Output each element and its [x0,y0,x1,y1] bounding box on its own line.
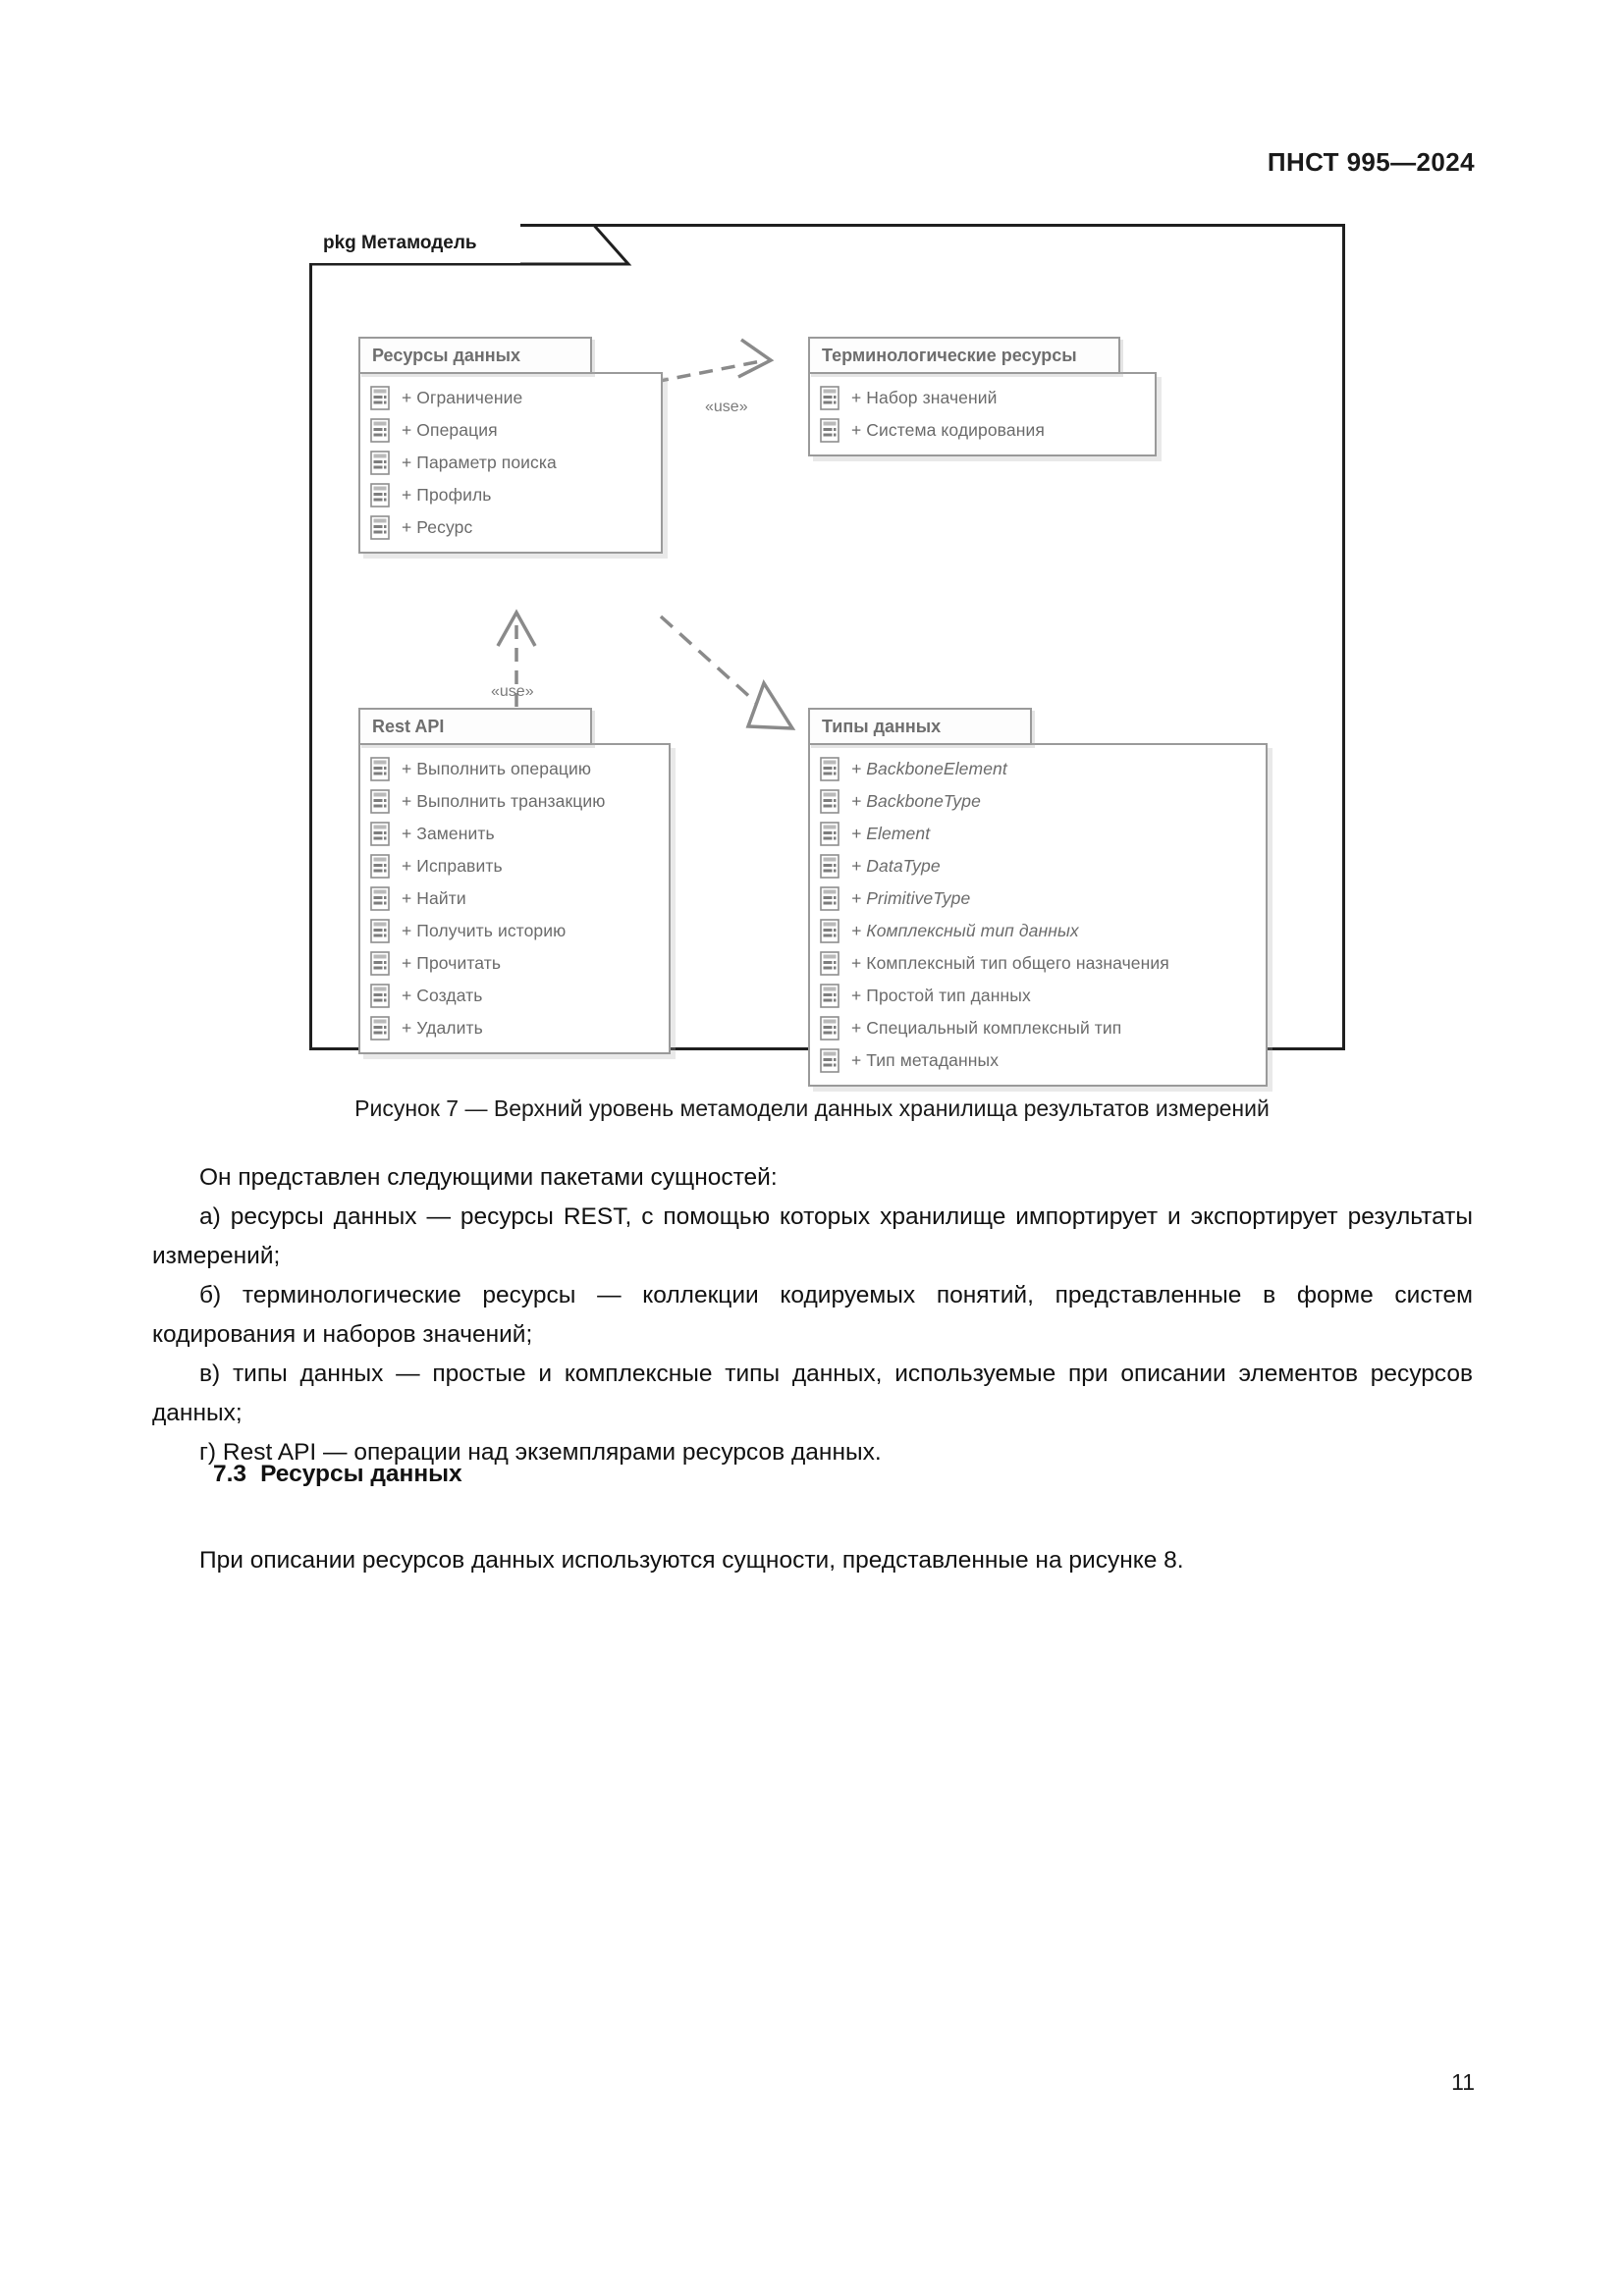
uml-class-item [370,753,655,785]
uml-class-item [820,1044,1252,1077]
uml-item-label: + Параметр поиска [402,453,557,472]
paragraph-intro: Он представлен следующими пакетами сущностей: [199,1164,778,1191]
uml-class-icon [370,1016,390,1041]
uml-class-item [820,947,1252,980]
uml-package-title: Rest API [358,708,592,745]
uml-item-label: + Выполнить операцию [402,759,592,778]
uml-item-label: + Система кодирования [851,420,1045,440]
figure-uml-diagram [309,224,1345,1070]
uml-class-item [370,850,655,882]
page-number: 11 [1451,2069,1475,2095]
section-number: 7.3 [213,1461,247,1487]
uml-class-icon [820,951,839,976]
uml-class-item [370,414,647,447]
uml-class-item [820,915,1252,947]
uml-item-label: + Комплексный тип общего назначения [851,953,1169,973]
uml-package-body [808,372,1157,456]
uml-class-icon [820,1016,839,1041]
uml-class-icon [820,919,839,943]
uml-class-icon [370,515,390,540]
uml-class-item [370,980,655,1012]
uml-class-item [370,1012,655,1044]
uml-class-item [370,882,655,915]
uml-item-label: + Профиль [402,485,492,505]
section-heading [213,1461,462,1488]
package-frame-label: pkg Метамодель [309,224,520,263]
uml-class-icon [820,1048,839,1073]
uml-class-icon [370,386,390,410]
uml-class-icon [370,984,390,1008]
uml-package-title: Типы данных [808,708,1032,745]
uml-class-item [370,447,647,479]
uml-class-item [820,382,1141,414]
uml-item-label: + Тип метаданных [851,1050,1000,1070]
uml-item-label: + DataType [851,856,941,876]
uml-class-item [820,850,1252,882]
uml-class-icon [820,854,839,879]
uml-package-body [358,372,663,554]
uml-class-item [820,882,1252,915]
uml-item-label: + Простой тип данных [851,986,1031,1005]
uml-class-icon [370,789,390,814]
list-item-v: в) типы данных — простые и комплексные типы данных, используемые при описании элементов ресурсов данных; [152,1361,1473,1426]
uml-item-label: + Создать [402,986,483,1005]
uml-item-label: + Исправить [402,856,503,876]
section-paragraph: При описании ресурсов данных используются сущности, представленные на рисунке 8. [199,1547,1184,1574]
uml-item-label: + Element [851,824,931,843]
uml-item-label: + Заменить [402,824,495,843]
uml-class-icon [370,886,390,911]
uml-class-icon [370,854,390,879]
uml-class-item [820,1012,1252,1044]
uml-class-icon [370,483,390,507]
uml-package-title: Терминологические ресурсы [808,337,1120,374]
uml-class-icon [370,418,390,443]
uml-item-label: + Ограничение [402,388,523,407]
uml-class-item [370,818,655,850]
uml-class-icon [820,418,839,443]
body-text-block [152,1158,1473,1472]
uml-class-icon [820,757,839,781]
connector-label-use-2: «use» [491,683,534,700]
uml-item-label: + Выполнить транзакцию [402,791,606,811]
uml-package-body [358,743,671,1054]
uml-class-icon [820,822,839,846]
uml-class-icon [370,757,390,781]
uml-class-icon [370,919,390,943]
uml-class-icon [820,886,839,911]
uml-item-label: + Комплексный тип данных [851,921,1079,940]
uml-class-icon [820,984,839,1008]
uml-class-icon [820,789,839,814]
uml-item-label: + PrimitiveType [851,888,971,908]
uml-class-icon [370,951,390,976]
section-title: Ресурсы данных [260,1461,462,1487]
uml-package-title: Ресурсы данных [358,337,592,374]
uml-class-item [370,511,647,544]
uml-class-icon [370,451,390,475]
figure-caption: Рисунок 7 — Верхний уровень метамодели данных хранилища результатов измерений [354,1095,1270,1121]
uml-item-label: + Найти [402,888,466,908]
uml-item-label: + Набор значений [851,388,998,407]
uml-item-label: + Получить историю [402,921,567,940]
standard-number-header: ПНСТ 995—2024 [1267,147,1475,177]
uml-item-label: + BackboneElement [851,759,1007,778]
uml-item-label: + Удалить [402,1018,483,1038]
uml-class-item [370,915,655,947]
uml-item-label: + Прочитать [402,953,502,973]
uml-class-item [820,753,1252,785]
uml-class-item [370,947,655,980]
uml-class-item [820,414,1141,447]
uml-class-item [370,785,655,818]
uml-item-label: + Ресурс [402,517,473,537]
uml-class-item [820,980,1252,1012]
connector-label-use-1: «use» [705,399,748,415]
uml-item-label: + Специальный комплексный тип [851,1018,1122,1038]
uml-class-icon [820,386,839,410]
uml-class-item [820,818,1252,850]
uml-package-body [808,743,1268,1087]
uml-class-item [370,382,647,414]
uml-item-label: + BackboneType [851,791,981,811]
list-item-b: б) терминологические ресурсы — коллекции кодируемых понятий, представленные в форме систем кодирования и наборов значений; [152,1282,1473,1348]
list-item-g: г) Rest API — операции над экземплярами ресурсов данных. [199,1439,882,1466]
uml-class-item [820,785,1252,818]
uml-class-item [370,479,647,511]
uml-class-icon [370,822,390,846]
list-item-a: а) ресурсы данных — ресурсы REST, с помощью которых хранилище импортирует и экспортирует результаты измерений; [152,1203,1473,1269]
uml-item-label: + Операция [402,420,498,440]
